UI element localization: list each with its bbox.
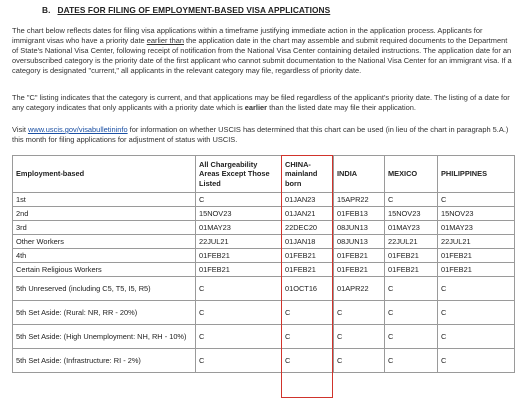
cell-category: 4th: [13, 249, 196, 263]
cell-india: 01FEB21: [334, 249, 385, 263]
cell-all: C: [196, 349, 282, 373]
cell-mexico: C: [385, 349, 438, 373]
cell-category: 5th Set Aside: (Infrastructure: RI - 2%): [13, 349, 196, 373]
uscis-paragraph: [12, 125, 512, 145]
cell-china: 01FEB21: [282, 263, 334, 277]
cell-india: 01APR22: [334, 277, 385, 301]
current-text-a: The "C" listing indicates that the category is current, and that applications may be filed regardless of the applicant's priority date. The listing of a date for any category indicates that only applicants with a priority date which is: [12, 93, 510, 113]
cell-category: 5th Set Aside: (Rural: NR, RR - 20%): [13, 301, 196, 325]
cell-category: 5th Unreserved (including C5, T5, I5, R5): [13, 277, 196, 301]
current-listing-paragraph: [12, 93, 512, 113]
cell-china: C: [282, 349, 334, 373]
cell-all: C: [196, 301, 282, 325]
table-row: [13, 249, 515, 263]
cell-philippines: 15NOV23: [438, 207, 515, 221]
cell-all: 01FEB21: [196, 263, 282, 277]
intro-text-a: The chart below reflects dates for filing visa applications within a timeframe justifying immediate action in the application process. Applicants for immigrant visas who have a priority date: [12, 26, 483, 46]
cell-all: C: [196, 277, 282, 301]
cell-china: 01JAN23: [282, 193, 334, 207]
cell-philippines: C: [438, 301, 515, 325]
cell-india: 08JUN13: [334, 235, 385, 249]
cell-mexico: 01FEB21: [385, 263, 438, 277]
header-india: INDIA: [334, 156, 385, 193]
cell-category: Other Workers: [13, 235, 196, 249]
section-letter: B.: [42, 5, 51, 15]
cell-mexico: C: [385, 277, 438, 301]
intro-paragraph: [12, 26, 512, 76]
cell-mexico: C: [385, 193, 438, 207]
header-all-chargeability: All Chargeability Areas Except Those Listed: [196, 156, 282, 193]
header-category: Employment-based: [13, 156, 196, 193]
cell-category: 1st: [13, 193, 196, 207]
table-row: [13, 277, 515, 301]
cell-india: 15APR22: [334, 193, 385, 207]
cell-mexico: 01FEB21: [385, 249, 438, 263]
table-row: [13, 235, 515, 249]
table-row: [13, 193, 515, 207]
table-row: [13, 325, 515, 349]
header-china: CHINA-mainland born: [282, 156, 334, 193]
table-row: [13, 221, 515, 235]
cell-all: 22JUL21: [196, 235, 282, 249]
cell-category: 5th Set Aside: (High Unemployment: NH, RH - 10%): [13, 325, 196, 349]
cell-india: 08JUN13: [334, 221, 385, 235]
cell-india: 01FEB21: [334, 263, 385, 277]
current-bold-word: earlier: [244, 103, 268, 113]
cell-philippines: 22JUL21: [438, 235, 515, 249]
cell-mexico: 15NOV23: [385, 207, 438, 221]
table-row: [13, 207, 515, 221]
cell-all: C: [196, 325, 282, 349]
cell-china: 01FEB21: [282, 249, 334, 263]
cell-philippines: 01FEB21: [438, 249, 515, 263]
cell-philippines: 01FEB21: [438, 263, 515, 277]
cell-all: 01FEB21: [196, 249, 282, 263]
cell-india: 01FEB13: [334, 207, 385, 221]
section-heading: [42, 5, 330, 15]
cell-philippines: C: [438, 277, 515, 301]
header-philippines: PHILIPPINES: [438, 156, 515, 193]
cell-china: 01JAN18: [282, 235, 334, 249]
uscis-text-b: for information on whether USCIS has determined that this chart can be used (in lieu of the chart in paragraph 5.A.) this month for filing applications for adjustment of status with USCIS.: [12, 125, 509, 145]
table-header-row: [13, 156, 515, 193]
cell-philippines: C: [438, 325, 515, 349]
cell-mexico: 22JUL21: [385, 235, 438, 249]
table-row: [13, 263, 515, 277]
cell-category: 3rd: [13, 221, 196, 235]
uscis-link[interactable]: www.uscis.gov/visabulletininfo: [27, 125, 128, 134]
header-mexico: MEXICO: [385, 156, 438, 193]
intro-underlined: earlier than: [146, 36, 184, 46]
cell-all: 01MAY23: [196, 221, 282, 235]
cell-china: 01JAN21: [282, 207, 334, 221]
cell-category: Certain Religious Workers: [13, 263, 196, 277]
section-title: DATES FOR FILING OF EMPLOYMENT-BASED VISA APPLICATIONS: [57, 5, 331, 15]
cell-all: 15NOV23: [196, 207, 282, 221]
current-text-c: than the listed date may file their application.: [267, 103, 416, 113]
cell-china: 22DEC20: [282, 221, 334, 235]
table-row: [13, 349, 515, 373]
cell-all: C: [196, 193, 282, 207]
cell-china: 01OCT16: [282, 277, 334, 301]
uscis-text-a: Visit: [12, 125, 28, 134]
cell-philippines: 01MAY23: [438, 221, 515, 235]
intro-text-b: the application date in the chart may assemble and submit required documents to the Department of State's National Visa Center, following receipt of notification from the National Visa Center containing detailed instructions. The application date for an oversubscribed category is the priority date of the first applicant who cannot submit documentation to the National Visa Center for an immigrant visa. If a category is designated "current," all applicants in the relevant category may file, regardless of priority date.: [12, 36, 512, 76]
cell-philippines: C: [438, 193, 515, 207]
cell-mexico: 01MAY23: [385, 221, 438, 235]
cell-china: C: [282, 325, 334, 349]
filing-dates-table: [12, 155, 515, 373]
cell-india: C: [334, 349, 385, 373]
cell-india: C: [334, 325, 385, 349]
cell-china: C: [282, 301, 334, 325]
cell-category: 2nd: [13, 207, 196, 221]
cell-mexico: C: [385, 325, 438, 349]
cell-india: C: [334, 301, 385, 325]
table-row: [13, 301, 515, 325]
cell-philippines: C: [438, 349, 515, 373]
cell-mexico: C: [385, 301, 438, 325]
